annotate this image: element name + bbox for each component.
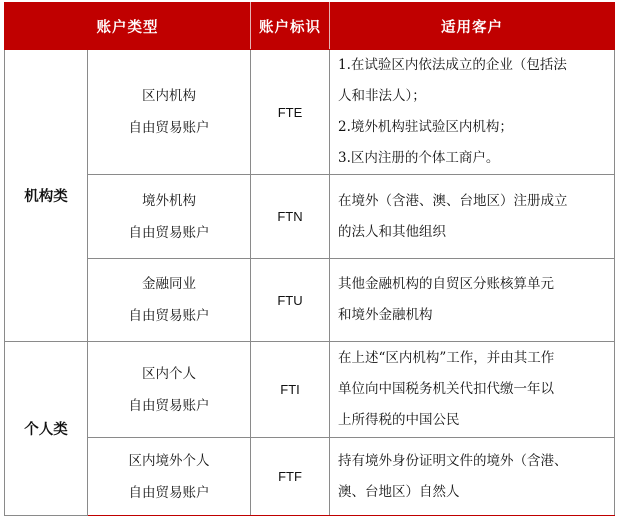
account-code: FTI <box>251 342 330 438</box>
customer-line: 2.境外机构驻试验区内机构； <box>338 119 513 135</box>
table-row <box>5 259 615 342</box>
customer-cell <box>330 50 615 175</box>
customer-line: 人和非法人）； <box>338 88 426 104</box>
customer-line: 3.区内注册的个体工商户。 <box>338 150 500 166</box>
customer-cell <box>330 259 615 342</box>
customer-line: 在境外（含港、澳、台地区）注册成立 <box>338 192 568 209</box>
account-code: FTF <box>251 438 330 516</box>
customer-cell <box>330 438 615 516</box>
customer-cell <box>330 342 615 438</box>
account-type-table <box>4 2 615 516</box>
account-code: FTE <box>251 50 330 175</box>
account-name: 境外机构 <box>142 192 196 209</box>
account-subname: 自由贸易账户 <box>128 397 210 414</box>
customer-line: 其他金融机构的自贸区分账核算单元 <box>338 276 554 292</box>
account-name-cell <box>88 50 251 175</box>
account-subname: 自由贸易账户 <box>128 120 210 136</box>
account-name-cell <box>88 175 251 259</box>
customer-line: 持有境外身份证明文件的境外（含港、 <box>338 452 568 469</box>
header-account-type: 账户类型 <box>5 3 251 50</box>
customer-line: 1.在试验区内依法成立的企业（包括法 <box>338 57 567 73</box>
table-row <box>5 175 615 259</box>
customer-line: 澳、台地区）自然人 <box>338 483 460 500</box>
account-code: FTU <box>251 259 330 342</box>
account-name: 区内境外个人 <box>128 452 210 469</box>
account-name-cell <box>88 342 251 438</box>
table-row <box>5 342 615 438</box>
account-name: 金融同业 <box>142 276 196 292</box>
customer-line: 和境外金融机构 <box>338 307 433 323</box>
account-code: FTN <box>251 175 330 259</box>
header-customers: 适用客户 <box>330 3 615 50</box>
account-name-cell <box>88 259 251 342</box>
account-name: 区内个人 <box>142 365 196 382</box>
customer-line: 的法人和其他组织 <box>338 223 446 240</box>
account-subname: 自由贸易账户 <box>128 484 210 501</box>
table-row <box>5 50 615 175</box>
customer-cell <box>330 175 615 259</box>
customer-line: 上所得税的中国公民 <box>338 412 460 428</box>
category-individual: 个人类 <box>5 342 88 516</box>
account-name-cell <box>88 438 251 516</box>
account-subname: 自由贸易账户 <box>128 224 210 241</box>
table-row <box>5 438 615 516</box>
customer-line: 在上述“区内机构”工作，并由其工作 <box>338 350 555 366</box>
customer-line: 单位向中国税务机关代扣代缴一年以 <box>338 381 554 397</box>
account-name: 区内机构 <box>142 88 196 104</box>
header-account-id: 账户标识 <box>251 3 330 50</box>
account-subname: 自由贸易账户 <box>128 308 210 324</box>
table-header-row <box>5 3 615 50</box>
category-institution: 机构类 <box>5 50 88 342</box>
account-table-container <box>4 2 614 516</box>
